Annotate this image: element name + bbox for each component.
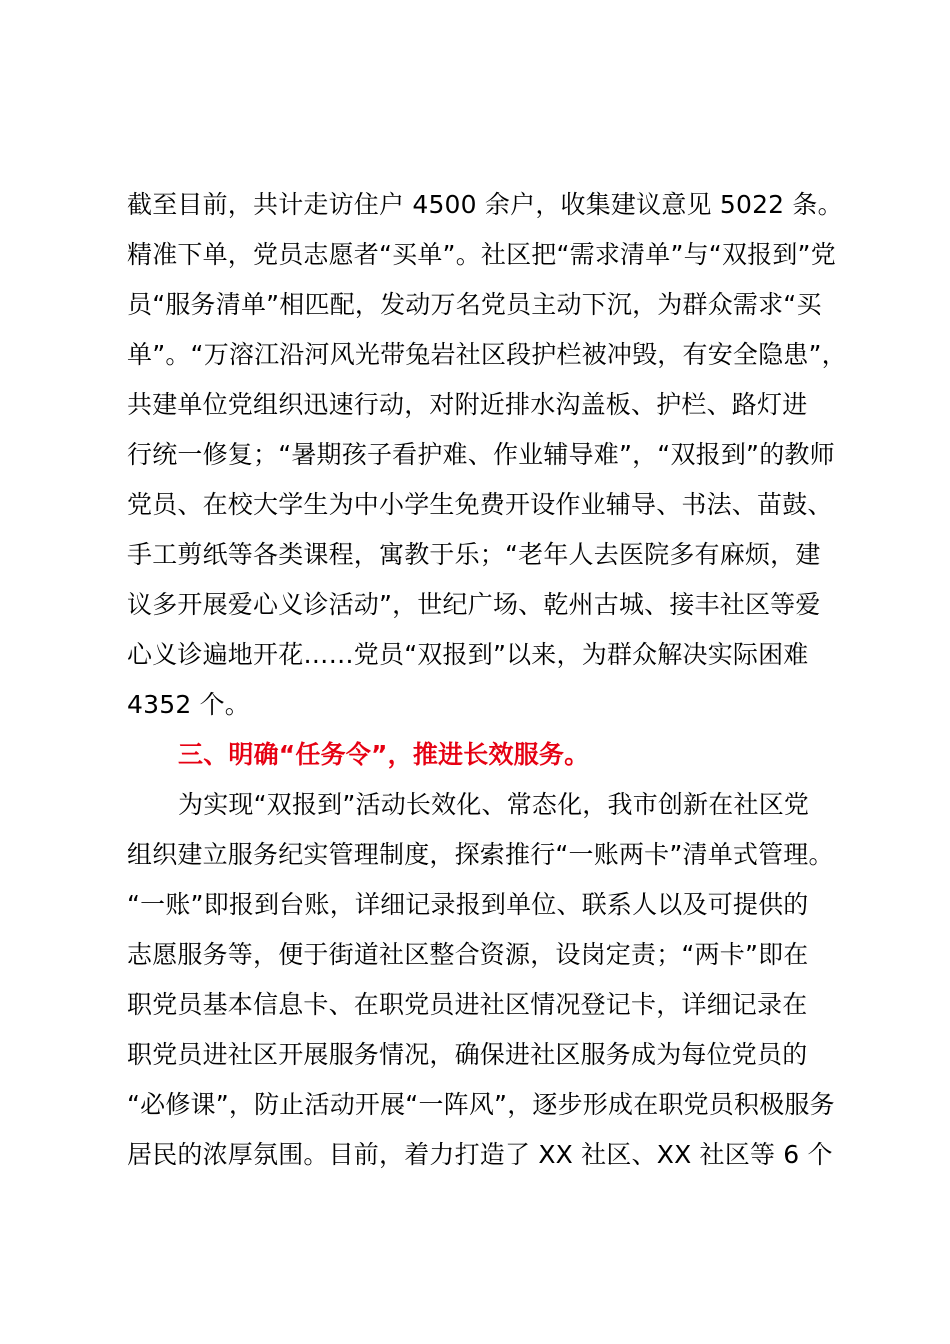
paragraph-line: 党员、在校大学生为中小学生免费开设作业辅导、书法、苗鼓、 [127, 490, 833, 519]
paragraph-line: 共建单位党组织迅速行动，对附近排水沟盖板、护栏、路灯进 [127, 390, 808, 419]
paragraph-line: 单”。“万溶江沿河风光带兔岩社区段护栏被冲毁，有安全隐患”， [127, 340, 847, 369]
paragraph-line: 截至目前，共计走访住户 4500 余户，收集建议意见 5022 条。 [127, 190, 843, 219]
paragraph-line: 4352 个。 [127, 690, 250, 719]
paragraph-line: 议多开展爱心义诊活动”，世纪广场、乾州古城、接丰社区等爱 [127, 590, 821, 619]
paragraph-line: 志愿服务等，便于街道社区整合资源，设岗定责；“两卡”即在 [127, 940, 809, 969]
paragraph-line: 职党员进社区开展服务情况，确保进社区服务成为每位党员的 [127, 1040, 808, 1069]
paragraph-line: 心义诊遍地开花……党员“双报到”以来，为群众解决实际困难 [127, 640, 809, 669]
paragraph-line: 职党员基本信息卡、在职党员进社区情况登记卡，详细记录在 [127, 990, 808, 1019]
paragraph-line: 员“服务清单”相匹配，发动万名党员主动下沉，为群众需求“买 [127, 290, 822, 319]
paragraph-line: 居民的浓厚氛围。目前，着力打造了 XX 社区、XX 社区等 6 个 [127, 1140, 833, 1169]
paragraph-line: “一账”即报到台账，详细记录报到单位、联系人以及可提供的 [127, 890, 809, 919]
paragraph-line: “必修课”，防止活动开展“一阵风”，逐步形成在职党员积极服务 [127, 1090, 835, 1119]
paragraph-line: 组织建立服务纪实管理制度，探索推行“一账两卡”清单式管理。 [127, 840, 834, 869]
paragraph-line: 行统一修复；“暑期孩子看护难、作业辅导难”，“双报到”的教师 [127, 440, 835, 469]
paragraph-line: 精准下单，党员志愿者“买单”。社区把“需求清单”与“双报到”党 [127, 240, 836, 269]
section-heading: 三、明确“任务令”，推进长效服务。 [178, 740, 590, 769]
paragraph-line: 手工剪纸等各类课程，寓教于乐；“老年人去医院多有麻烦，建 [127, 540, 821, 569]
paragraph-line: 为实现“双报到”活动长效化、常态化，我市创新在社区党 [178, 790, 810, 819]
